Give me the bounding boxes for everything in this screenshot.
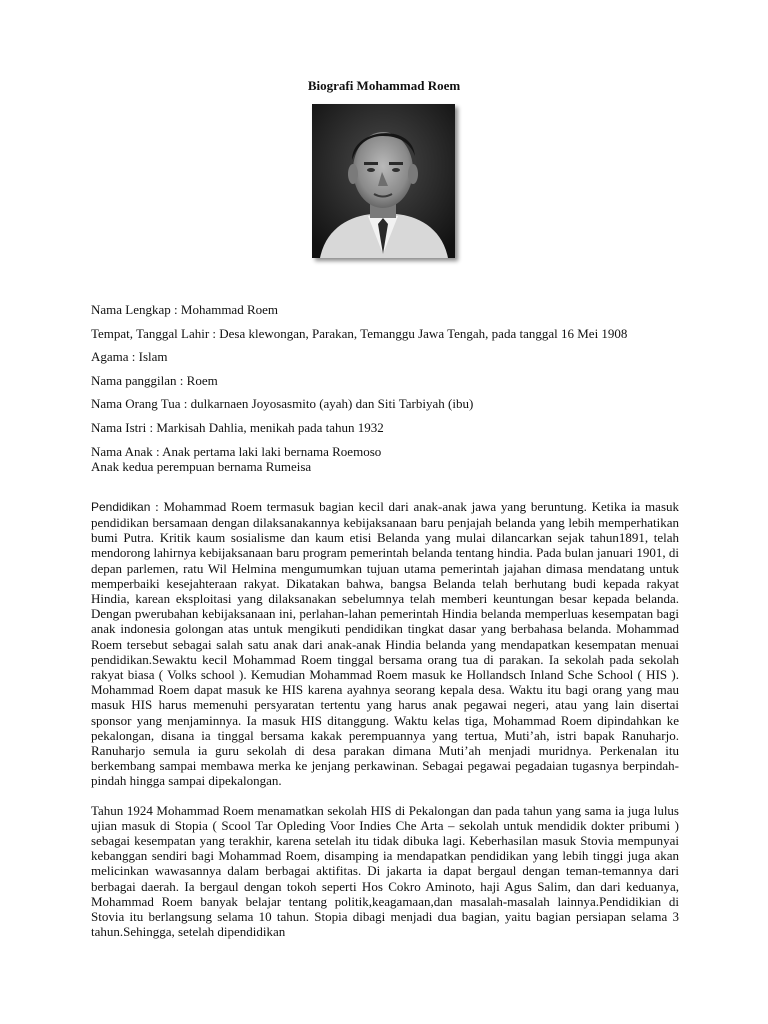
- field-agama: Agama : Islam: [91, 349, 168, 365]
- field-anak-kedua: Anak kedua perempuan bernama Rumeisa: [91, 459, 312, 475]
- field-nama-panggilan: Nama panggilan : Roem: [91, 372, 218, 388]
- paragraph-pendidikan: [91, 499, 679, 789]
- field-nama-istri: Nama Istri : Markisah Dahlia, menikah pada tahun 1932: [91, 419, 384, 435]
- field-nama-orang-tua: Nama Orang Tua : dulkarnaen Joyosasmito (ayah) dan Siti Tarbiyah (ibu): [91, 396, 474, 412]
- pendidikan-text: : Mohammad Roem termasuk bagian kecil dari anak-anak jawa yang beruntung. Ketika ia masuk pendidikan bersamaan dengan dilaksanakannya kebijaksanaan baru penjajah belanda yang lebih memperhatikan bumi Putra. Kritik kaum sosialisme dan kaum etisi Belanda yang mulai dilancarkan sejak tahun1891, telah mendorong lahirnya kebijaksanaan baru program pemerintah belanda tentang hindia. Pada bulan januari 1901, di depan parlemen, ratu Wil Helmina mengumumkan tujuan utama pemerintah jajahan dimasa mendatang untuk memperbaiki kesejahteraan rakyat. Dikatakan bahwa, bangsa Belanda telah berhutang budi kepada rakyat Hindia, karean eksploitasi yang dilaksanakan sebelumnya telah memberi keuntungan besar kepada belanda. Dengan pwerubahan kebijaksanaan ini, perlahan-lahan pemerintah Hindia belanda memperluas kesempatan bagi anak indonesia golongan atas untuk mengikuti pendidikan tingkat dasar yang berbahasa belanda. Mohammad Roem tersebut sebagai salah satu anak dari anak-anak Hindia belanda yang mendapatkan kesempatan menuai pendidikan.Sewaktu kecil Mohammad Roem tinggal bersama orang tua di parakan. Ia sekolah pada sekolah rakyat biasa ( Volks school ). Kemudian Mohammad Roem masuk ke Hollandsch Inland Sche School ( HIS ). Mohammad Roem dapat masuk ke HIS karena ayahnya seorang kepala desa. Waktu itu bagi orang yang mau masuk HIS harus memenuhi persyaratan tertentu yang harus anak pegawai negeri, atau yang lain disertai sponsor yang menjaminnya. Ia masuk HIS ditanggung. Waktu kelas tiga, Mohammad Roem dipindahkan ke pekalongan, disana ia tinggal bersama kakak perempuannya yang tertua, Muti’ah, istri bapak Ranuharjo. Ranuharjo semula ia guru sekolah di desa parakan dimana Muti’ah menjadi muridnya. Perkenalan itu berkembang sampai membawa merka ke jenjang perkawinan. Sebagai pegawai pegadaian tugasnya berpindah-pindah hingga sampai dipekalongan.: [91, 498, 679, 789]
- field-tempat-tanggal-lahir: Tempat, Tanggal Lahir : Desa klewongan, Parakan, Temanggu Jawa Tengah, pada tanggal 16 Mei 1908: [91, 325, 628, 341]
- portrait-photo: [312, 104, 455, 258]
- field-nama-lengkap: Nama Lengkap : Mohammad Roem: [91, 302, 279, 317]
- biography-body: [91, 302, 679, 939]
- portrait-image: [312, 104, 455, 258]
- pendidikan-label: Pendidikan: [91, 499, 151, 514]
- paragraph-tahun-1924: Tahun 1924 Mohammad Roem menamatkan sekolah HIS di Pekalongan dan pada tahun yang sama ia juga lulus ujian masuk di Stopia ( Scool Tar Opleding Voor Indies Che Arta – sekolah untuk mendidik dokter pribumi ) sebagai kesempatan yang terakhir, karena setelah itu tidak dibuka lagi. Keberhasilan masuk Stovia mempunyai kebanggan sendiri bagi Mohammad Roem, disamping ia mendapatkan pendidikan yang lebih tinggi juga akan melicinkan wawasannya dalam berbagai aktifitas. Di jakarta ia dapat bergaul dengan teman-temannya dari berbagai daerah. Ia bergaul dengan tokoh seperti Hos Cokro Aminoto, haji Agus Salim, dan dari keduanya, Mohammad Roem banyak belajar tentang politik,keagamaan,dan masalah-masalah lainnya.Pendidikian di Stovia itu berlangsung selama 10 tahun. Stopia dibagi menjadi dua bagian, yaitu bagian persiapan selama 3 tahun.Sehingga, setelah dipendidikan: [91, 802, 679, 940]
- document-title: Biografi Mohammad Roem: [307, 78, 461, 93]
- field-nama-anak: Nama Anak : Anak pertama laki laki bernama Roemoso: [91, 443, 382, 459]
